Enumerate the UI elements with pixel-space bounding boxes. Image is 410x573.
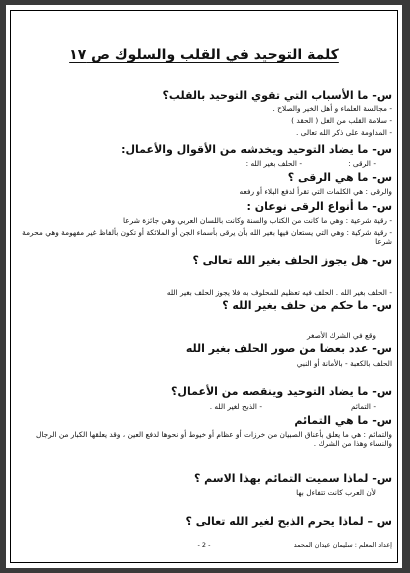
question-5: س- هل يجوز الحلف بغير الله تعالى ؟ (192, 254, 392, 267)
answer-8-item-2: - الذبح لغير الله . (209, 402, 262, 411)
answer-9: والتمائم : هي ما يعلق بأعناق الصبيان من خرزات أو عظام أو خيوط أو نحوها لدفع العين ، وقد يعلقها الكبار من الرجال والنساء وهذا من الشرك . (35, 430, 392, 448)
page-footer (16, 541, 392, 551)
answer-7: الحلف بالكعبة - بالأمانة أو النبي (296, 359, 392, 368)
answer-4-item-2: - رقية شركية : وهي التي يستعان فيها بغير الله بأن يرقى بأسماء الجن أو الملائكة أو تكون بألفاظ غير مفهومة وهي محرمة شرعا (22, 228, 392, 246)
question-3: س- ما هي الرقى ؟ (287, 171, 392, 184)
question-4: س- ما أنواع الرقى نوعان : (246, 200, 392, 213)
question-1: س- ما الأسباب التي تقوي التوحيد بالقلب؟ (162, 89, 392, 102)
question-7: س- عدد بعضا من صور الحلف بغير الله (185, 342, 392, 355)
answer-4-item-1: - رقية شرعية : وهي ما كانت من الكتاب والسنة وكانت باللسان العربي وهي جائزة شرعا (122, 216, 392, 225)
page-content (16, 5, 392, 568)
question-6: س- ما حكم من حلف بغير الله ؟ (222, 299, 392, 312)
answer-6: وقع في الشرك الأصغر (306, 331, 376, 340)
document-page (6, 5, 402, 568)
question-10: س- لماذا سميت التمائم بهذا الاسم ؟ (193, 472, 392, 485)
page-number: - 2 - (197, 541, 211, 549)
answer-10: لأن العرب كانت تتفاءل بها (296, 488, 376, 497)
answer-1-item-1: - مجالسة العلماء و أهل الخير والصلاح . (272, 104, 392, 113)
answer-2-item-1: - الرقى : (348, 159, 376, 168)
answer-8-item-1: - التمائم (350, 402, 376, 411)
answer-2-item-2: - الحلف بغير الله : (245, 159, 302, 168)
question-8: س- ما يضاد التوحيد وينقصه من الأعمال؟ (171, 385, 392, 398)
question-2: س- ما يضاد التوحيد ويخدشه من الأقوال والأعمال: (121, 143, 392, 156)
teacher-credit: إعداد المعلم : سليمان عيدان المحمد (293, 541, 392, 549)
answer-1-item-2: - سلامة القلب من الغل ( الحقد ) (291, 116, 392, 125)
answer-3: والرقى : هي الكلمات التي تقرأ لدفع البلاء أو رفعه (239, 187, 392, 196)
question-11: س – لماذا يحرم الذبح لغير الله تعالى ؟ (185, 515, 392, 528)
question-9: س- ما هي التمائم (294, 414, 392, 427)
page-title: كلمة التوحيد في القلب والسلوك ص ١٧ (69, 47, 339, 63)
answer-5: - الحلف بغير الله . الحلف فيه تعظيم للمحلوف به فلا يجوز الحلف بغير الله (166, 288, 392, 297)
answer-1-item-3: - المداومة على ذكر الله تعالى . (295, 128, 392, 137)
